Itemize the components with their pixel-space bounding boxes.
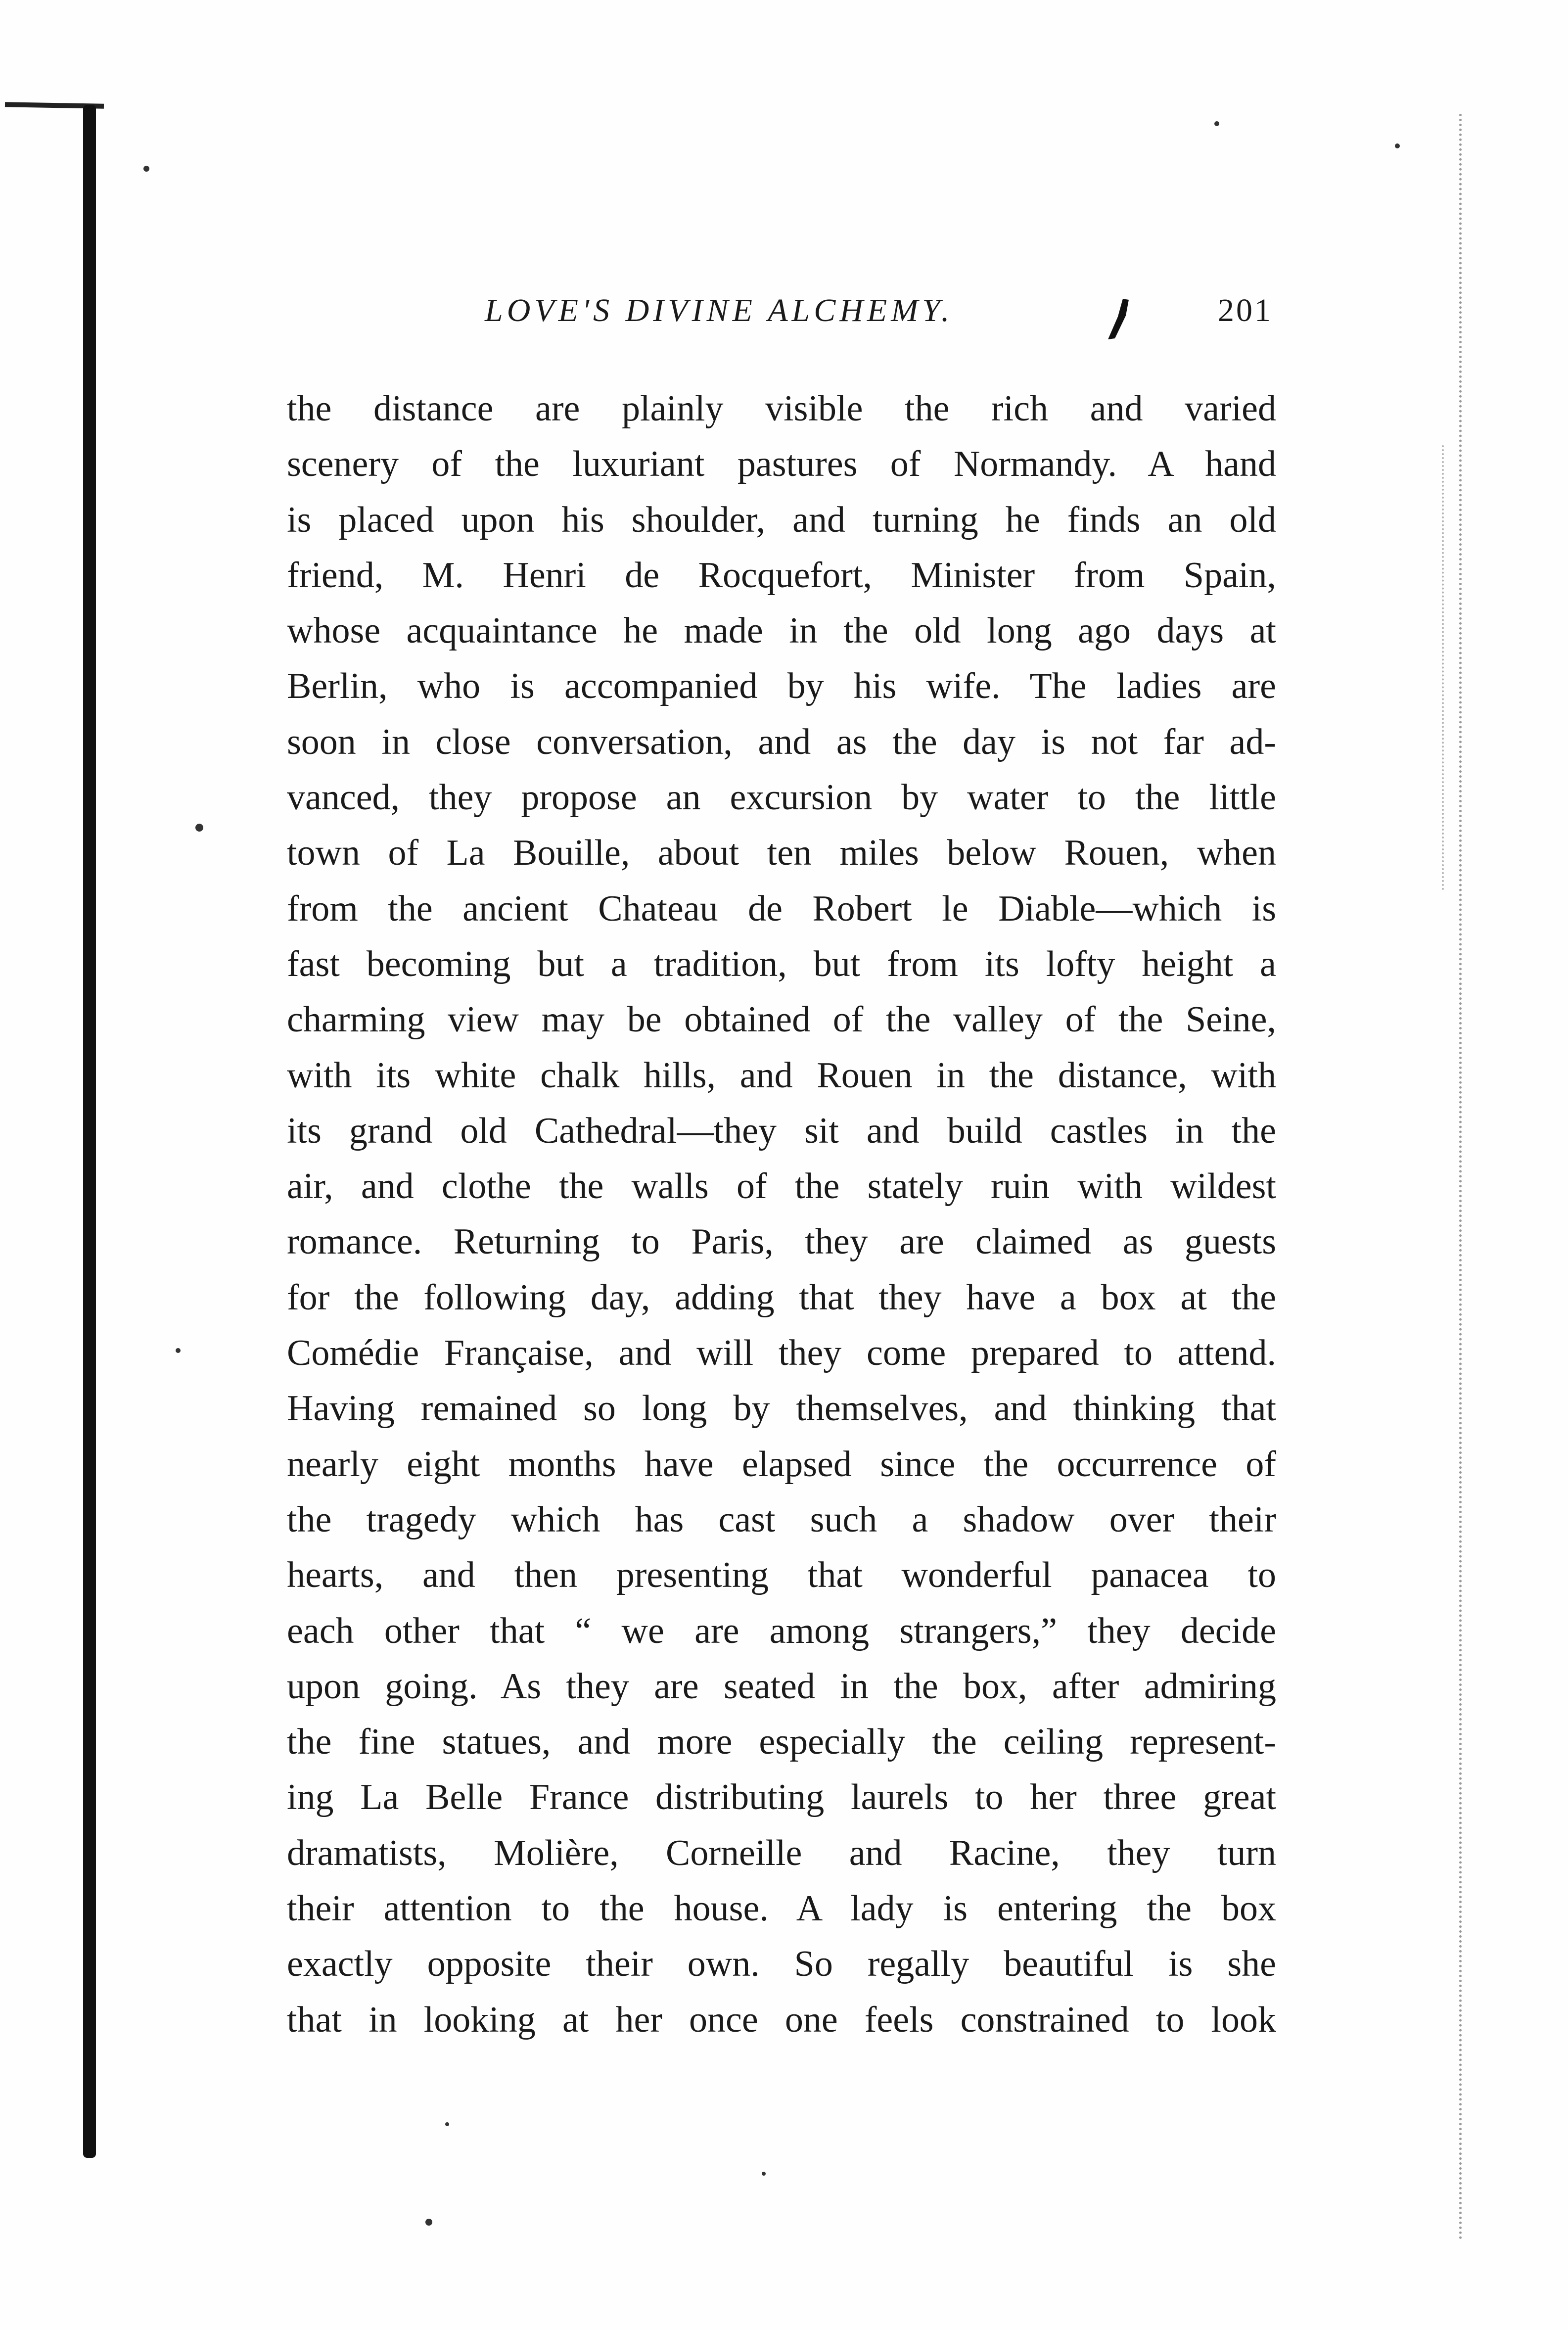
text-line: the distance are plainly visible the rich and varied [287,388,1276,429]
text-line: air, and clothe the walls of the stately ruin with wildest [287,1166,1276,1207]
text-line: for the following day, adding that they have a box at the [287,1277,1276,1318]
text-line: Having remained so long by themselves, and thinking that [287,1388,1276,1429]
text-line: Berlin, who is accompanied by his wife. The ladies are [287,666,1276,707]
text-line: from the ancient Chateau de Robert le Diable—which is [287,888,1276,929]
text-line: fast becoming but a tradition, but from its lofty height a [287,943,1276,984]
text-line: nearly eight months have elapsed since the occurrence of [287,1444,1276,1485]
text-line: the tragedy which has cast such a shadow over their [287,1499,1276,1540]
pen-stroke-mark-icon [1103,297,1131,341]
text-line: each other that “ we are among strangers,” they decide [287,1610,1276,1651]
text-line: its grand old Cathedral—they sit and build castles in the [287,1110,1276,1151]
text-line: with its white chalk hills, and Rouen in the distance, with [287,1055,1276,1096]
text-line: Comédie Française, and will they come prepared to attend. [287,1333,1276,1374]
speck [176,1348,181,1353]
binding-edge [83,105,96,2158]
text-line: scenery of the luxuriant pastures of Normandy. A hand [287,444,1276,485]
speck [1214,121,1219,126]
text-line: upon going. As they are seated in the box, after admiring [287,1666,1276,1707]
page-right-edge-inner [1442,445,1444,890]
text-line: is placed upon his shoulder, and turning he finds an old [287,499,1276,540]
speck [1395,143,1400,148]
text-line: friend, M. Henri de Rocquefort, Minister from Spain, [287,555,1276,596]
speck [762,2172,766,2176]
text-line: ing La Belle France distributing laurels to her three great [287,1777,1276,1818]
body-text [287,381,1276,2048]
speck [143,166,149,172]
speck [425,2219,432,2226]
text-line: soon in close conversation, and as the day is not far ad- [287,721,1276,762]
speck [445,2122,449,2126]
text-line: the fine statues, and more especially the ceiling represent- [287,1722,1276,1763]
page-number: 201 [1218,292,1273,328]
text-line: romance. Returning to Paris, they are claimed as guests [287,1221,1276,1262]
text-line: town of La Bouille, about ten miles below Rouen, when [287,833,1276,874]
text-line: hearts, and then presenting that wonderful panacea to [287,1555,1276,1596]
text-line: vanced, they propose an excursion by water to the little [287,777,1276,818]
text-line: their attention to the house. A lady is entering the box [287,1888,1276,1929]
text-line: charming view may be obtained of the valley of the Seine, [287,999,1276,1040]
text-line: exactly opposite their own. So regally beautiful is she [287,1944,1276,1985]
speck [195,824,203,832]
running-title: LOVE'S DIVINE ALCHEMY. [485,292,954,328]
text-line: that in looking at her once one feels constrained to look [287,1999,1276,2040]
text-line: dramatists, Molière, Corneille and Racine, they turn [287,1832,1276,1873]
page-right-edge [1459,114,1462,2241]
text-line: whose acquaintance he made in the old long ago days at [287,610,1276,652]
